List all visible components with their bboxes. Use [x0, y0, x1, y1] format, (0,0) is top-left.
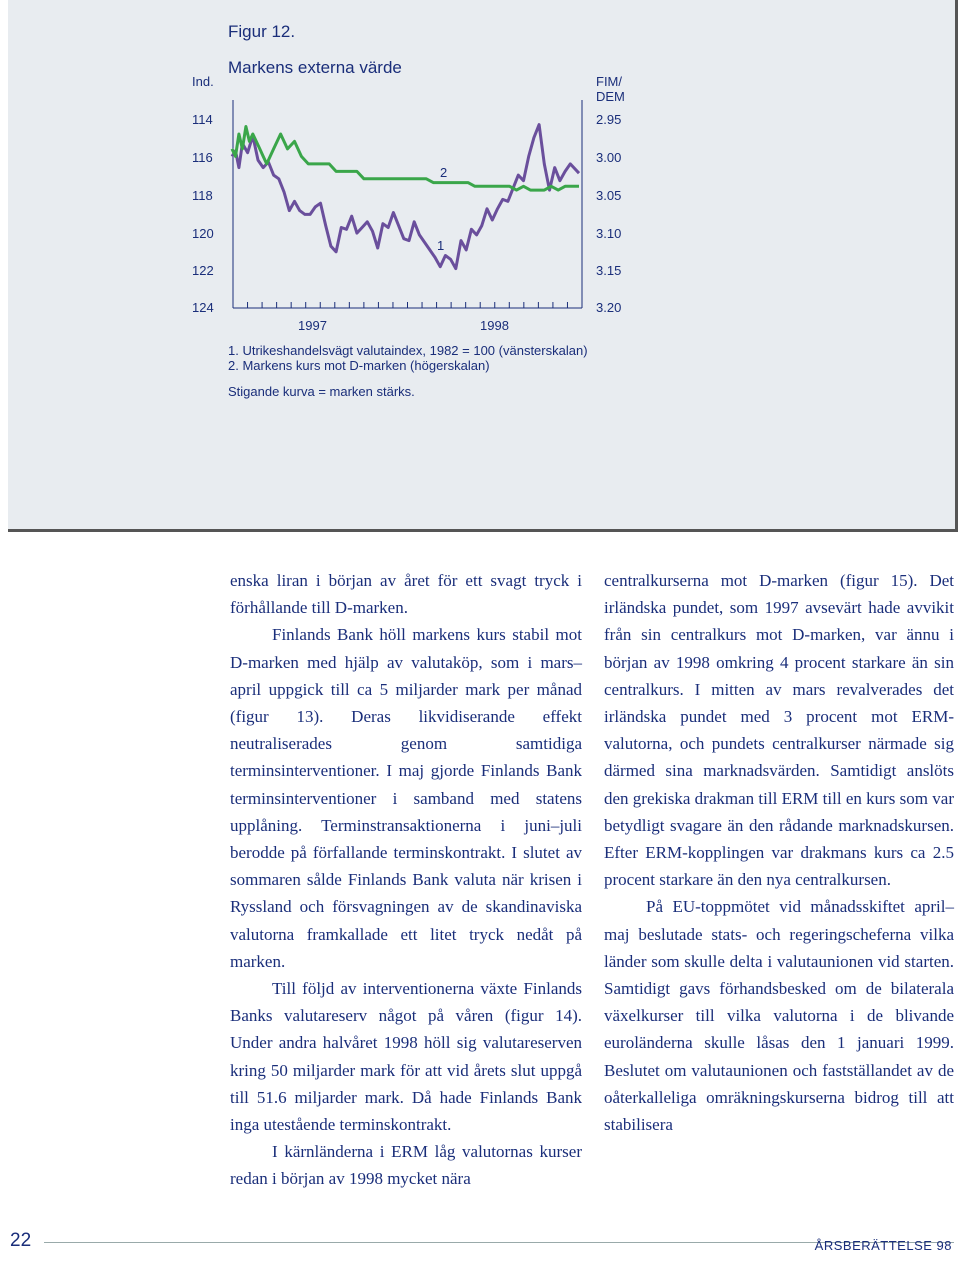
x-tick-label: 1997 [298, 318, 327, 333]
right-tick-label: 3.10 [596, 226, 622, 241]
legend-series-2: 2. Markens kurs mot D-marken (högerskalan) [228, 358, 490, 373]
paragraph: På EU-toppmötet vid månadsskiftet april–maj beslutade stats- och regeringscheferna vilka länder som skulle delta i valutaunionen vid starten. Samtidigt gavs förhandsbesked om de bilaterala växelkurser till vilka valutorna i de blivande euroländerna skulle låsas den 1 januari 1999. Beslutet om valutaunionen och fastställandet av de oåterkalleliga omräkningskurserna bidrog till att stabilisera [604, 897, 954, 1135]
series-label-2: 2 [440, 165, 448, 180]
figure-title: Markens externa värde [228, 58, 402, 77]
left-tick-label: 114 [192, 112, 213, 127]
right-tick-label: 3.00 [596, 150, 622, 165]
figure-number: Figur 12. [228, 22, 296, 41]
right-tick-label: 3.20 [596, 300, 622, 315]
line-chart [227, 100, 587, 310]
left-tick-label: 116 [192, 150, 213, 165]
right-axis-label-1: FIM/ [596, 74, 622, 89]
paragraph: enska liran i början av året för ett svagt tryck i förhållande till D-marken. [230, 571, 582, 618]
series-label-1: 1 [437, 238, 445, 253]
series-1-line [232, 125, 579, 269]
left-axis-label: Ind. [192, 74, 214, 89]
text-column-left [230, 567, 582, 1193]
page-number: 22 [10, 1230, 32, 1251]
footer-title: ÅRSBERÄTTELSE 98 [814, 1238, 952, 1253]
legend-series-1: 1. Utrikeshandelsvägt valutaindex, 1982 = 100 (vänsterskalan) [228, 343, 588, 358]
left-tick-label: 122 [192, 263, 214, 278]
right-tick-label: 3.15 [596, 263, 622, 278]
paragraph: centralkurserna mot D-marken (figur 15). Det irländska pundet, som 1997 avsevärt hade avvikit från sin centralkurs mot D-marken, var ännu i början av 1998 omkring 4 procent starkare än sin centralkurs. I mitten av mars revalverades det irländska pundet med 3 procent mot ERM-valutorna, och pundets centralkurser närmade sig därmed sina marknadsvärden. Samtidigt anslöts den grekiska drakman till ERM till en kurs som var betydligt svagare än den rådande marknadskursen. Efter ERM-kopplingen var drakmans kurs ca 2.5 procent starkare än den nya centralkursen. [604, 571, 954, 890]
text-column-right [604, 567, 954, 1138]
x-tick-label: 1998 [480, 318, 509, 333]
paragraph: Till följd av interventionerna växte Finlands Banks valutareserv något på våren (figur 14). Under andra halvåret 1998 höll sig valutareserven kring 50 miljarder mark för att vid årets slut uppgå till 51.6 miljarder mark. Då hade Finlands Bank inga utestående terminskontrakt. [230, 979, 582, 1135]
right-tick-label: 2.95 [596, 112, 622, 127]
left-tick-label: 120 [192, 226, 214, 241]
paragraph: Finlands Bank höll markens kurs stabil mot D-marken med hjälp av valutaköp, som i mars–april uppgick till ca 5 miljarder mark per månad (figur 13). Deras likvidiserande effekt neutraliserades genom samtidiga terminsinterventioner. I maj gjorde Finlands Bank terminsinterventioner i samband med statens upplåning. Terminstransaktionerna i juni–juli berodde på förfallande terminskontrakt. I slutet av sommaren sålde Finlands Bank valuta när krisen i Ryssland och försvagningen av de skandinaviska valutorna framkallade ett litet tryck nedåt på marken. [230, 625, 582, 971]
left-tick-label: 124 [192, 300, 214, 315]
figure-note: Stigande kurva = marken stärks. [228, 384, 415, 399]
paragraph: I kärnländerna i ERM låg valutornas kurser redan i början av 1998 mycket nära [230, 1142, 582, 1189]
right-axis-label-2: DEM [596, 89, 625, 104]
right-tick-label: 3.05 [596, 188, 622, 203]
left-tick-label: 118 [192, 188, 213, 203]
